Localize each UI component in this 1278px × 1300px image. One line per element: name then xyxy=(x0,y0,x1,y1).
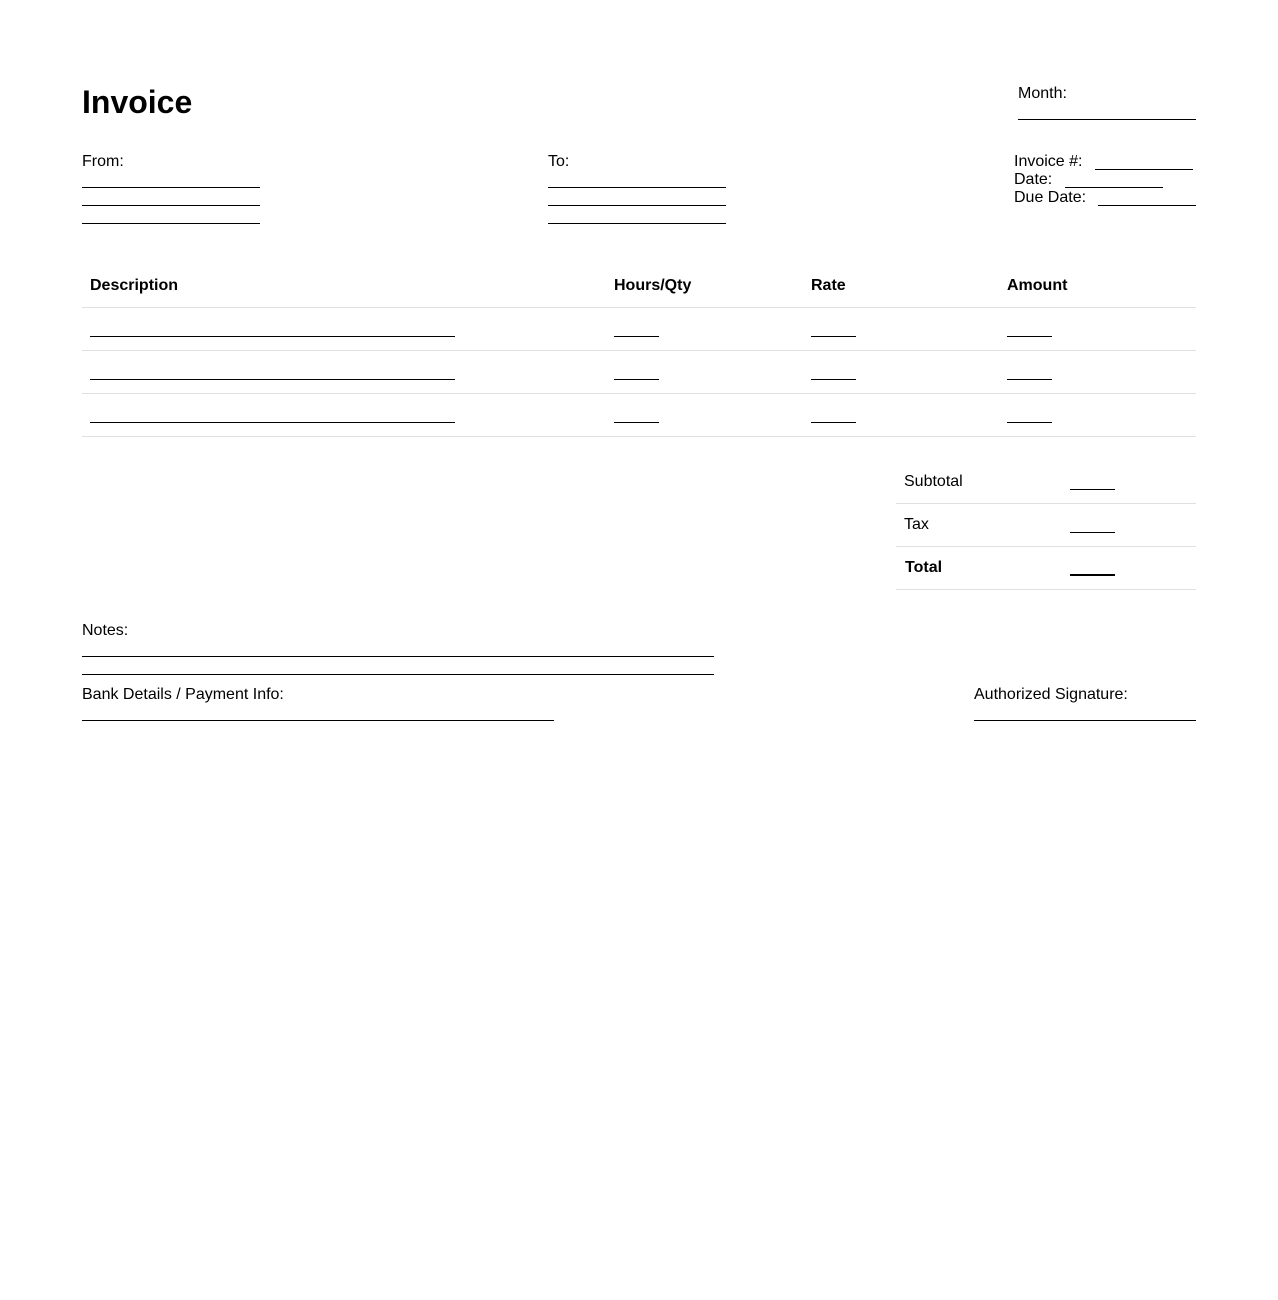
table-header-divider xyxy=(82,307,1196,308)
row-divider xyxy=(82,393,1196,394)
subtotal-label: Subtotal xyxy=(904,473,963,490)
description-line[interactable] xyxy=(90,422,455,423)
bank-details-line[interactable] xyxy=(82,720,554,721)
tax-line[interactable] xyxy=(1070,532,1115,533)
to-line-2[interactable] xyxy=(548,205,726,206)
month-field-line[interactable] xyxy=(1018,119,1196,120)
date-line[interactable] xyxy=(1065,187,1163,188)
hours-line[interactable] xyxy=(614,336,659,337)
row-divider xyxy=(82,436,1196,437)
invoice-number-label: Invoice #: xyxy=(1014,153,1083,170)
total-label: Total xyxy=(905,559,943,576)
rate-line[interactable] xyxy=(811,379,856,380)
signature-label: Authorized Signature: xyxy=(974,686,1128,703)
signature-line[interactable] xyxy=(974,720,1196,721)
rate-line[interactable] xyxy=(811,336,856,337)
from-line-1[interactable] xyxy=(82,187,260,188)
amount-line[interactable] xyxy=(1007,336,1052,337)
month-label: Month: xyxy=(1018,85,1067,102)
amount-line[interactable] xyxy=(1007,422,1052,423)
to-line-1[interactable] xyxy=(548,187,726,188)
due-date-line[interactable] xyxy=(1098,205,1196,206)
subtotal-divider xyxy=(896,503,1196,504)
header-hours-qty: Hours/Qty xyxy=(614,277,692,294)
invoice-title: Invoice xyxy=(82,84,193,120)
invoice-number-line[interactable] xyxy=(1095,169,1193,170)
to-label: To: xyxy=(548,153,570,170)
tax-label: Tax xyxy=(904,516,929,533)
notes-line-1[interactable] xyxy=(82,656,714,657)
notes-label: Notes: xyxy=(82,622,129,639)
tax-divider xyxy=(896,546,1196,547)
hours-line[interactable] xyxy=(614,422,659,423)
description-line[interactable] xyxy=(90,336,455,337)
bank-details-label: Bank Details / Payment Info: xyxy=(82,686,284,703)
rate-line[interactable] xyxy=(811,422,856,423)
from-label: From: xyxy=(82,153,124,170)
header-description: Description xyxy=(90,277,179,294)
from-line-2[interactable] xyxy=(82,205,260,206)
row-divider xyxy=(82,350,1196,351)
due-date-label: Due Date: xyxy=(1014,189,1087,206)
header-amount: Amount xyxy=(1007,277,1068,294)
description-line[interactable] xyxy=(90,379,455,380)
date-label: Date: xyxy=(1014,171,1053,188)
amount-line[interactable] xyxy=(1007,379,1052,380)
total-line[interactable] xyxy=(1070,574,1115,576)
to-line-3[interactable] xyxy=(548,223,726,224)
subtotal-line[interactable] xyxy=(1070,489,1115,490)
total-divider xyxy=(896,589,1196,590)
header-rate: Rate xyxy=(811,277,846,294)
notes-line-2[interactable] xyxy=(82,674,714,675)
from-line-3[interactable] xyxy=(82,223,260,224)
hours-line[interactable] xyxy=(614,379,659,380)
